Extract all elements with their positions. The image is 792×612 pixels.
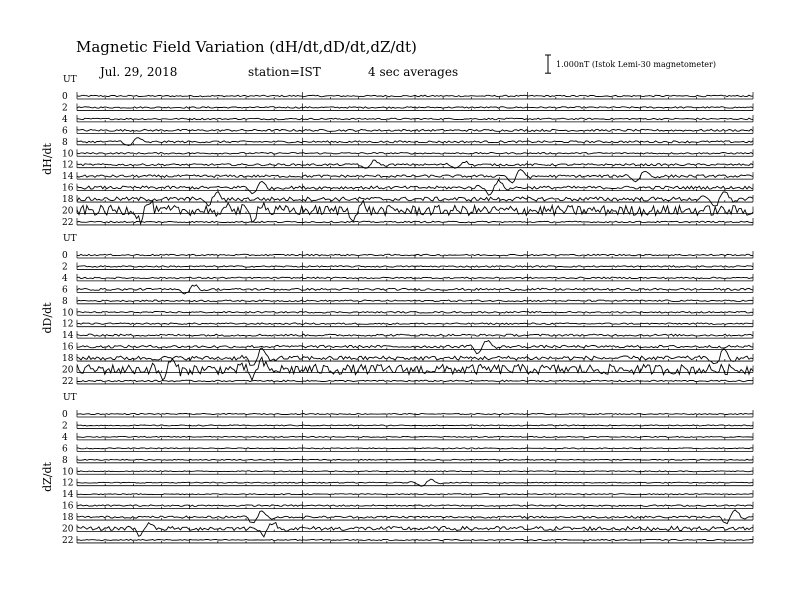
- hour-label: 0: [62, 410, 68, 420]
- hour-label: 4: [62, 432, 68, 443]
- data-trace: [77, 436, 753, 437]
- hour-label: 14: [62, 331, 74, 342]
- hour-label: 10: [62, 308, 74, 319]
- hour-label: 6: [62, 444, 68, 455]
- hour-label: 0: [62, 92, 68, 102]
- hour-label: 16: [62, 342, 74, 353]
- time-axis-label: UT: [63, 75, 77, 85]
- hour-label: 18: [62, 354, 74, 365]
- time-axis-label: UT: [63, 234, 77, 244]
- chart-title: Magnetic Field Variation (dH/dt,dD/dt,dZ/dt): [76, 38, 417, 56]
- hour-label: 22: [62, 217, 74, 228]
- hour-label: 4: [62, 273, 68, 284]
- hour-label: 12: [62, 319, 74, 330]
- hour-label: 8: [62, 137, 68, 148]
- hour-label: 22: [62, 535, 74, 546]
- hour-label: 10: [62, 149, 74, 160]
- hour-label: 12: [62, 478, 74, 489]
- data-trace: [77, 425, 753, 426]
- hour-label: 16: [62, 501, 74, 512]
- hour-label: 18: [62, 513, 74, 524]
- hour-label: 6: [62, 126, 68, 137]
- data-trace: [77, 348, 753, 365]
- hour-label: 12: [62, 160, 74, 171]
- station-label: station=IST: [248, 65, 321, 79]
- data-trace: [77, 192, 753, 206]
- hour-label: 20: [62, 365, 74, 376]
- hour-label: 8: [62, 296, 68, 307]
- hour-label: 10: [62, 467, 74, 478]
- hour-label: 2: [62, 421, 68, 432]
- hour-label: 18: [62, 195, 74, 206]
- panel-ylabel: dZ/dt: [41, 462, 54, 492]
- time-axis-label: UT: [63, 393, 77, 403]
- data-trace: [77, 341, 753, 354]
- hour-label: 14: [62, 490, 74, 501]
- date-label: Jul. 29, 2018: [100, 65, 178, 79]
- panel-ylabel: dD/dt: [41, 302, 54, 334]
- hour-label: 4: [62, 114, 68, 125]
- hour-label: 20: [62, 524, 74, 535]
- hour-label: 0: [62, 251, 68, 261]
- hour-label: 20: [62, 206, 74, 217]
- panel-ylabel: dH/dt: [41, 143, 54, 175]
- hour-label: 22: [62, 376, 74, 387]
- data-trace: [77, 170, 753, 183]
- averaging-label: 4 sec averages: [368, 65, 459, 79]
- hour-label: 2: [62, 262, 68, 273]
- hour-label: 2: [62, 103, 68, 114]
- hour-label: 14: [62, 172, 74, 183]
- hour-label: 6: [62, 285, 68, 296]
- hour-label: 16: [62, 183, 74, 194]
- scale-bar-label: 1.000nT (Istok Lemi-30 magnetometer): [556, 60, 716, 69]
- hour-label: 8: [62, 455, 68, 466]
